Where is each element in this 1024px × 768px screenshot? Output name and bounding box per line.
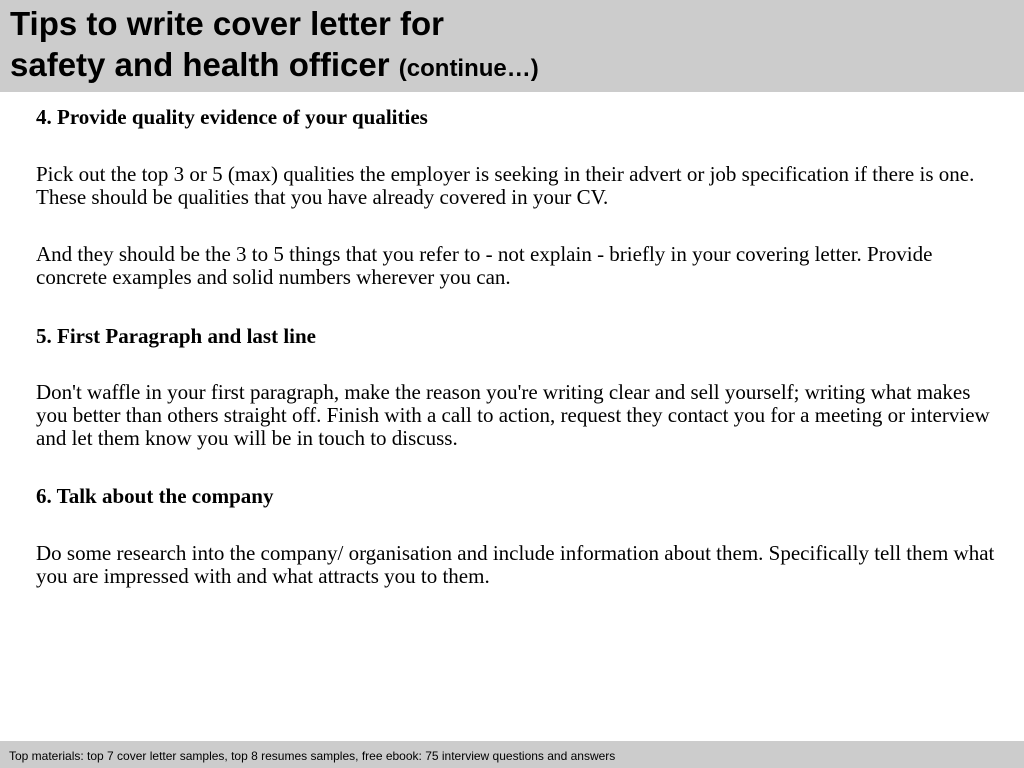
footer-bar — [0, 741, 1024, 768]
section-heading-4: 4. Provide quality evidence of your qualities — [36, 105, 428, 129]
section-6-paragraph-1: Do some research into the company/ organisation and include information about them. Specifically tell them what you are impressed with and what attracts you to them. — [36, 541, 995, 588]
title-line-1: Tips to write cover letter for — [10, 5, 444, 42]
title-line-2: safety and health officer — [10, 46, 390, 83]
slide-title — [10, 3, 539, 89]
title-bar — [0, 0, 1024, 92]
slide-body — [36, 105, 996, 588]
section-heading-5: 5. First Paragraph and last line — [36, 324, 317, 348]
footer-text: Top materials: top 7 cover letter samples, top 8 resumes samples, free ebook: 75 interview questions and answers — [9, 749, 616, 763]
section-5-paragraph-1: Don't waffle in your first paragraph, make the reason you're writing clear and sell yourself; writing what makes you better than others straight off. Finish with a call to action, request they contact you for a meeting or interview and let them know you will be in touch to discuss. — [36, 380, 990, 450]
section-heading-6: 6. Talk about the company — [36, 484, 274, 508]
section-4-paragraph-2: And they should be the 3 to 5 things that you refer to - not explain - briefly in your covering letter. Provide concrete examples and solid numbers wherever you can. — [36, 242, 933, 289]
section-4-paragraph-1: Pick out the top 3 or 5 (max) qualities the employer is seeking in their advert or job specification if there is one. These should be qualities that you have already covered in your CV. — [36, 162, 975, 209]
title-suffix: (continue…) — [398, 55, 539, 82]
